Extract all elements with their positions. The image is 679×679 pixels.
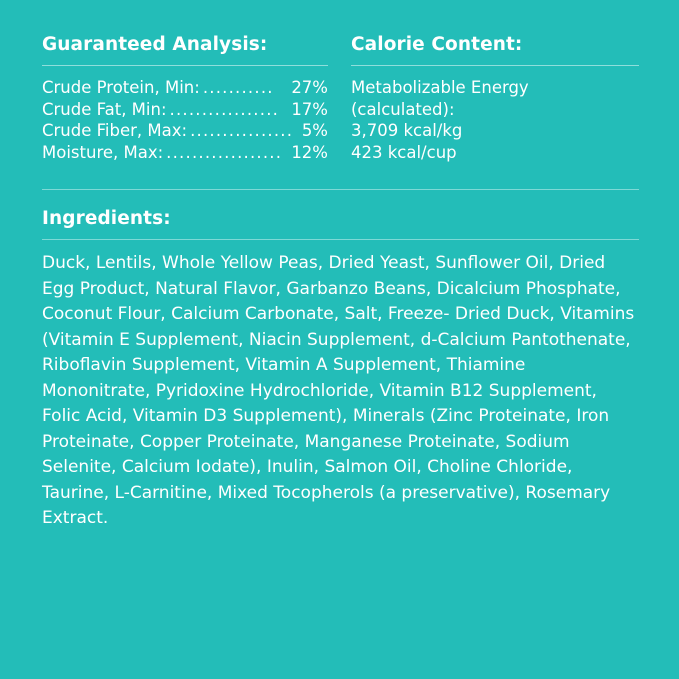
list-item	[42, 99, 328, 121]
ingredients-text: Duck, Lentils, Whole Yellow Peas, Dried Yeast, Sunflower Oil, Dried Egg Product, Natural Flavor, Garbanzo Beans, Dicalcium Phosphate, Coconut Flour, Calcium Carbonate, Salt, Freeze- Dried Duck, Vitamins (Vitamin E Supplement, Niacin Supplement, d-Calcium Pantothenate, Riboflavin Supplement, Vitamin A Supplement, Thiamine Mononitrate, Pyridoxine Hydrochloride, Vitamin B12 Supplement, Folic Acid, Vitamin D3 Supplement), Minerals (Zinc Proteinate, Iron Proteinate, Copper Proteinate, Manganese Proteinate, Sodium Selenite, Calcium Iodate), Inulin, Salmon Oil, Choline Chloride, Taurine, L-Carnitine, Mixed Tocopherols (a preservative), Rosemary Extract.	[42, 253, 635, 528]
top-sections	[42, 34, 639, 163]
guaranteed-analysis-section	[42, 34, 342, 163]
guaranteed-analysis-list	[42, 77, 328, 163]
mid-divider-wrap	[42, 189, 639, 190]
calorie-line-3: 3,709 kcal/kg	[351, 121, 463, 140]
analysis-dots: .................	[169, 99, 280, 119]
analysis-value: 5%	[301, 121, 328, 140]
analysis-dots: ...........	[202, 78, 274, 97]
analysis-dots: ................	[190, 121, 294, 140]
analysis-dots: ..................	[166, 142, 283, 162]
analysis-label: Crude Protein, Min:	[42, 78, 200, 97]
ingredients-divider	[42, 239, 639, 240]
guaranteed-analysis-divider	[42, 65, 328, 66]
ingredients-title: Ingredients:	[42, 208, 171, 229]
guaranteed-analysis-title: Guaranteed Analysis:	[42, 34, 268, 55]
calorie-line-4: 423 kcal/cup	[351, 142, 457, 162]
calorie-line-1: Metabolizable Energy	[351, 78, 529, 97]
analysis-value: 12%	[291, 142, 328, 162]
list-item	[42, 142, 328, 164]
ingredients-section	[42, 208, 639, 532]
calorie-content-section	[342, 34, 639, 163]
list-item	[42, 77, 328, 99]
analysis-label: Crude Fiber, Max:	[42, 121, 188, 140]
analysis-label: Moisture, Max:	[42, 142, 164, 162]
analysis-label: Crude Fat, Min:	[42, 99, 167, 119]
analysis-value: 27%	[291, 78, 328, 97]
analysis-value: 17%	[291, 99, 328, 119]
calorie-content-divider	[351, 65, 639, 66]
list-item	[42, 120, 328, 142]
calorie-line-2: (calculated):	[351, 99, 455, 119]
calorie-content-title: Calorie Content:	[351, 34, 523, 55]
section-divider	[42, 189, 639, 190]
